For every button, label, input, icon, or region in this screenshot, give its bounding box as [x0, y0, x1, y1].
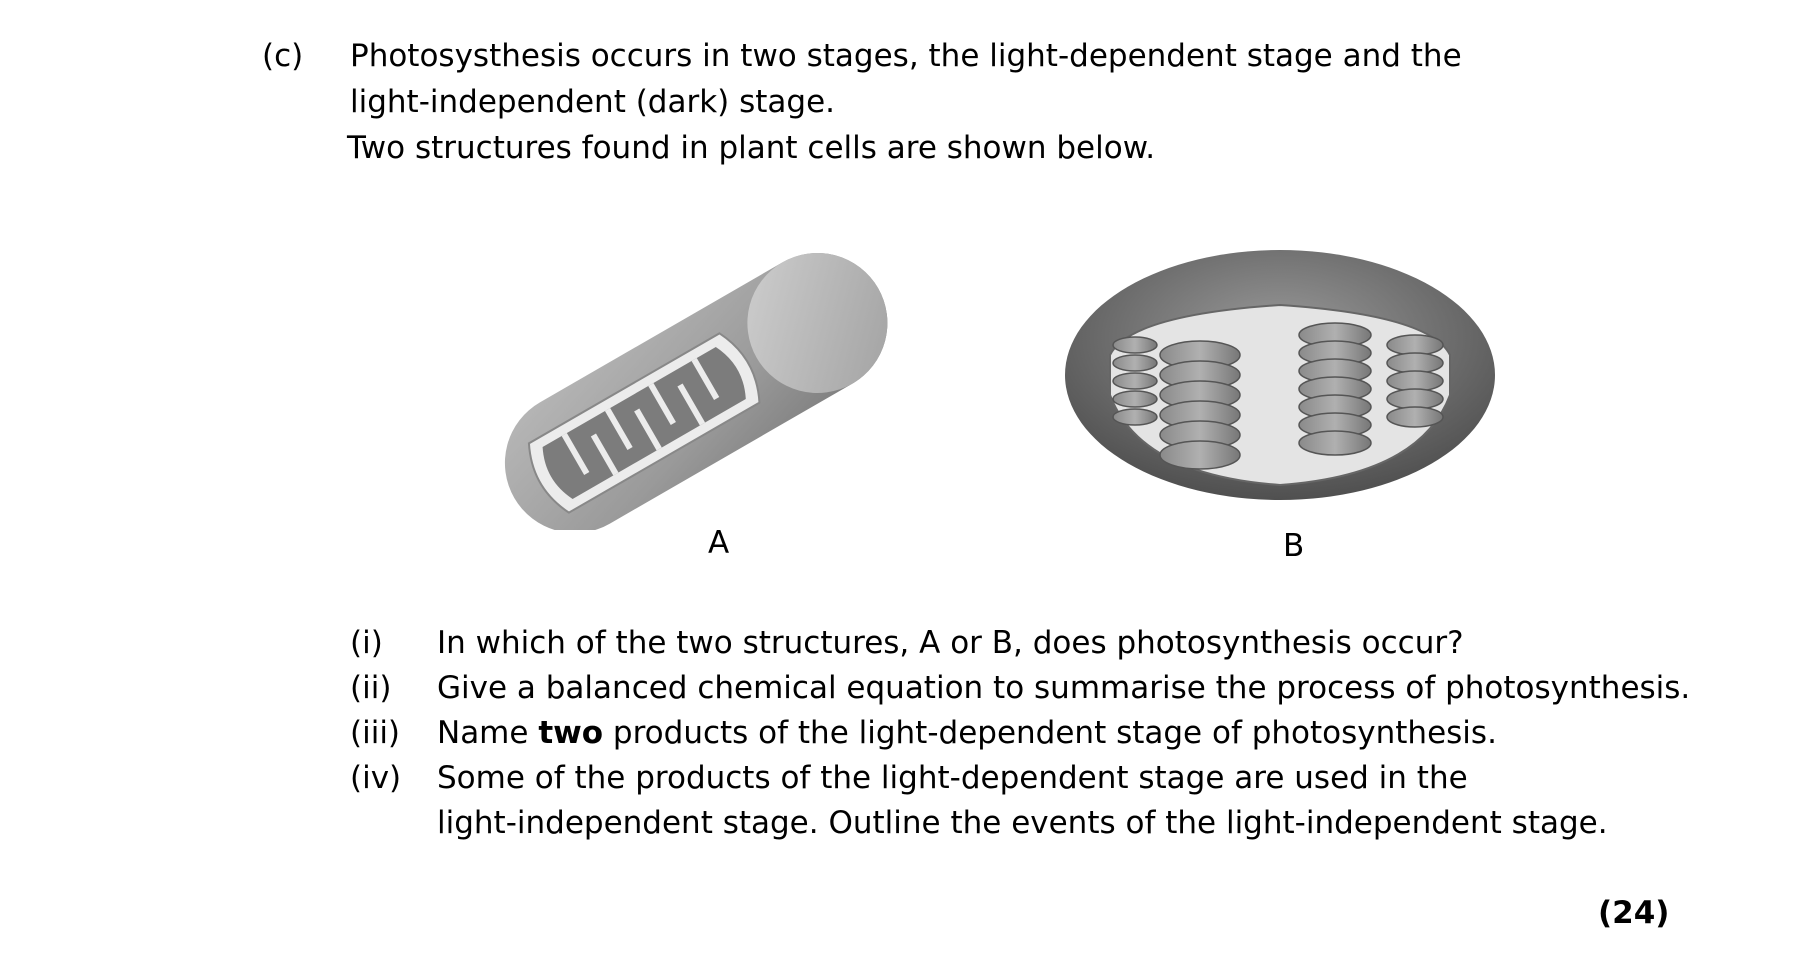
subpart-iii-post: products of the light-dependent stage of photosynthesis.: [603, 715, 1497, 751]
subpart-i-num: (i): [350, 625, 383, 661]
chloroplast-figure: [1060, 245, 1500, 505]
subpart-iii-text: [437, 710, 1497, 756]
subpart-iii-pre: Name: [437, 715, 539, 751]
subpart-iv-line-2: light-independent stage. Outline the events of the light-independent stage.: [437, 805, 1608, 841]
marks-total: (24): [1598, 895, 1670, 931]
intro-line-3: Two structures found in plant cells are shown below.: [347, 130, 1156, 166]
subpart-iv-num: (iv): [350, 760, 402, 796]
mitochondrion-figure: [460, 240, 900, 530]
figure-a-label: A: [708, 525, 730, 561]
intro-line-2: light-independent (dark) stage.: [350, 84, 836, 120]
subpart-ii-text: Give a balanced chemical equation to summarise the process of photosynthesis.: [437, 670, 1691, 706]
figure-b-label: B: [1283, 528, 1305, 564]
intro-line-1: Photosysthesis occurs in two stages, the light-dependent stage and the: [350, 38, 1462, 74]
part-label: (c): [262, 38, 304, 74]
subpart-iii-bold: two: [538, 715, 604, 751]
subpart-ii-num: (ii): [350, 670, 392, 706]
subpart-iii-num: (iii): [350, 715, 401, 751]
subpart-iv-line-1: Some of the products of the light-dependent stage are used in the: [437, 760, 1468, 796]
subpart-i-text: In which of the two structures, A or B, does photosynthesis occur?: [437, 625, 1464, 661]
